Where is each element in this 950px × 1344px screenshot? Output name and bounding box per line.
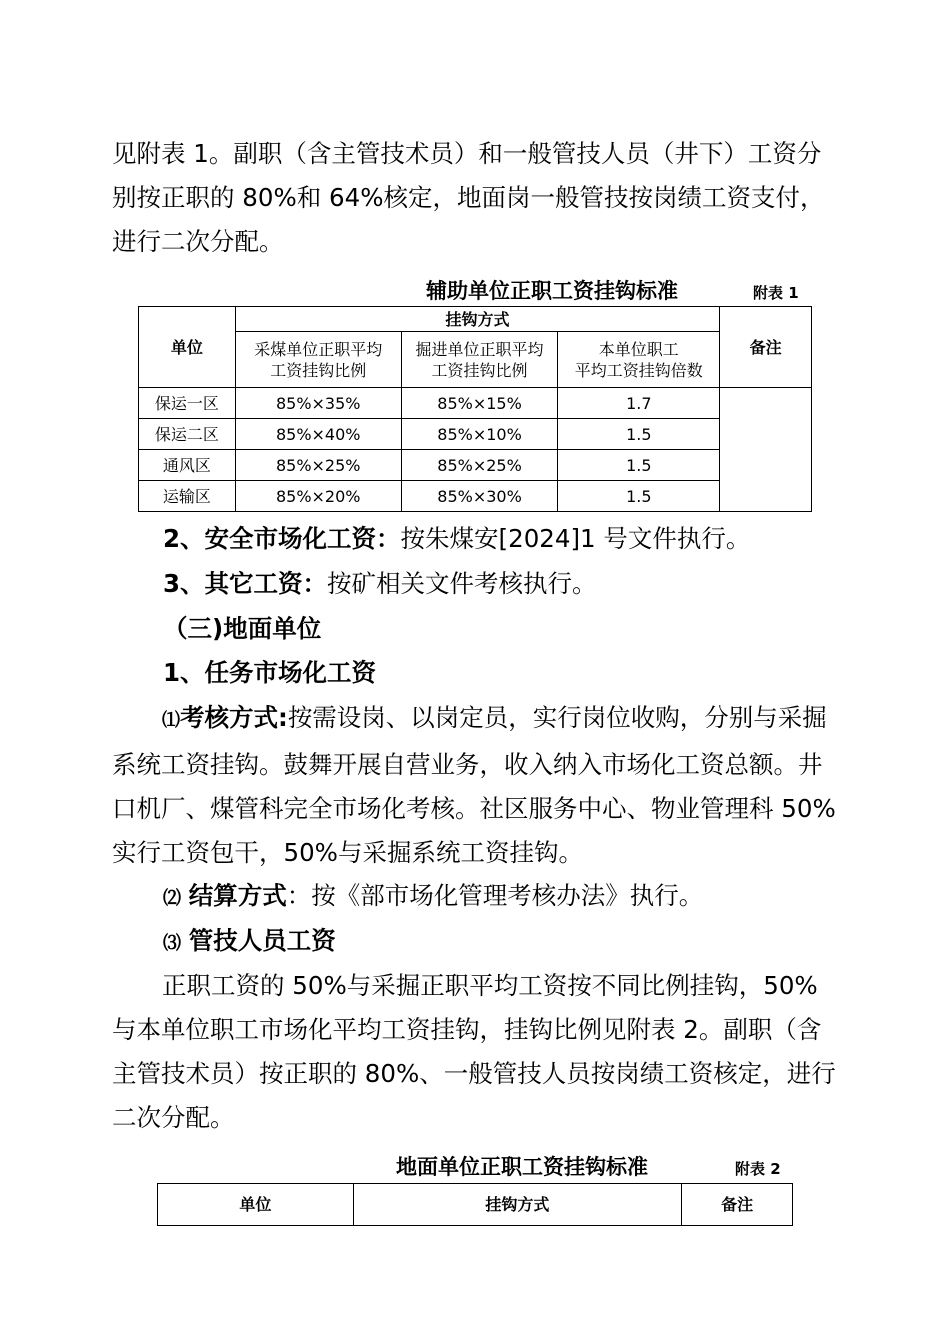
item-3-label: 3、其它工资： <box>163 569 328 598</box>
cell-col3: 1.5 <box>558 419 720 450</box>
cell-col1: 85%×40% <box>235 419 401 450</box>
sub-heading: 1、任务市场化工资 <box>163 658 377 687</box>
header-remark: 备注 <box>682 1184 793 1226</box>
header-col3: 本单位职工 平均工资挂钩倍数 <box>558 332 720 388</box>
cell-col3: 1.5 <box>558 450 720 481</box>
header-unit: 单位 <box>158 1184 354 1226</box>
table-row <box>139 450 812 481</box>
cell-col1: 85%×25% <box>235 450 401 481</box>
cell-col1: 85%×20% <box>235 481 401 512</box>
cell-unit: 保运二区 <box>139 419 236 450</box>
header-method: 挂钩方式 <box>353 1184 681 1226</box>
paragraph-top: 见附表 1。副职（含主管技术员）和一般管技人员（井下）工资分别按正职的 80%和 64%核定，地面岗一般管技按岗绩工资支付，进行二次分配。 <box>112 139 825 256</box>
k2-colon: ： <box>286 881 312 910</box>
table-row <box>139 388 812 419</box>
k1-num: ⑴ <box>162 710 180 731</box>
paragraph-bottom: 正职工资的 50%与采掘正职平均工资按不同比例挂钩，50%与本单位职工市场化平均工资挂钩，挂钩比例见附表 2。副职（含主管技术员）按正职的 80%、一般管技人员按岗绩工资核定，进行二次分配。 <box>112 971 836 1132</box>
table2-caption: 地面单位正职工资挂钩标准 <box>396 1155 648 1179</box>
cell-remark <box>720 388 812 512</box>
item-k2 <box>163 874 703 921</box>
table-row <box>139 419 812 450</box>
k3-label: 管技人员工资 <box>188 926 336 955</box>
item-2-label: 2、安全市场化工资： <box>163 524 401 553</box>
item-3-text: 按矿相关文件考核执行。 <box>327 569 597 598</box>
k1-label: 考核方式: <box>180 703 288 732</box>
k2-num: ⑵ <box>163 888 181 909</box>
k1-text: 按需设岗、以岗定员，实行岗位收购，分别与采掘系统工资挂钩。鼓舞开展自营业务，收入纳入市场化工资总额。井口机厂、煤管科完全市场化考核。社区服务中心、物业管理科 50%实行工资包干，50%与采掘系统工资挂钩。 <box>112 703 836 867</box>
table1-note: 附表 1 <box>753 284 799 302</box>
table1 <box>138 306 812 512</box>
header-col1: 采煤单位正职平均 工资挂钩比例 <box>235 332 401 388</box>
cell-col1: 85%×35% <box>235 388 401 419</box>
cell-col2: 85%×25% <box>401 450 558 481</box>
item-2-text: 按朱煤安[2024]1 号文件执行。 <box>400 524 751 553</box>
item-k3 <box>163 919 336 966</box>
table1-caption: 辅助单位正职工资挂钩标准 <box>426 279 678 303</box>
table2 <box>157 1183 793 1226</box>
cell-col3: 1.5 <box>558 481 720 512</box>
cell-unit: 保运一区 <box>139 388 236 419</box>
cell-col3: 1.7 <box>558 388 720 419</box>
item-3 <box>163 562 597 606</box>
table-row <box>139 481 812 512</box>
header-remark: 备注 <box>720 307 812 388</box>
cell-col2: 85%×15% <box>401 388 558 419</box>
table2-note: 附表 2 <box>735 1160 781 1178</box>
cell-unit: 运输区 <box>139 481 236 512</box>
header-method: 挂钩方式 <box>235 307 719 332</box>
section-heading: （三)地面单位 <box>163 614 322 643</box>
k2-text: 按《部市场化管理考核办法》执行。 <box>311 881 704 910</box>
k2-label: 结算方式 <box>188 881 287 910</box>
item-2 <box>163 517 750 561</box>
cell-col2: 85%×30% <box>401 481 558 512</box>
cell-unit: 通风区 <box>139 450 236 481</box>
paragraph-k1 <box>112 696 842 875</box>
cell-col2: 85%×10% <box>401 419 558 450</box>
header-unit: 单位 <box>139 307 236 388</box>
k3-num: ⑶ <box>163 933 181 954</box>
header-col2: 掘进单位正职平均 工资挂钩比例 <box>401 332 558 388</box>
